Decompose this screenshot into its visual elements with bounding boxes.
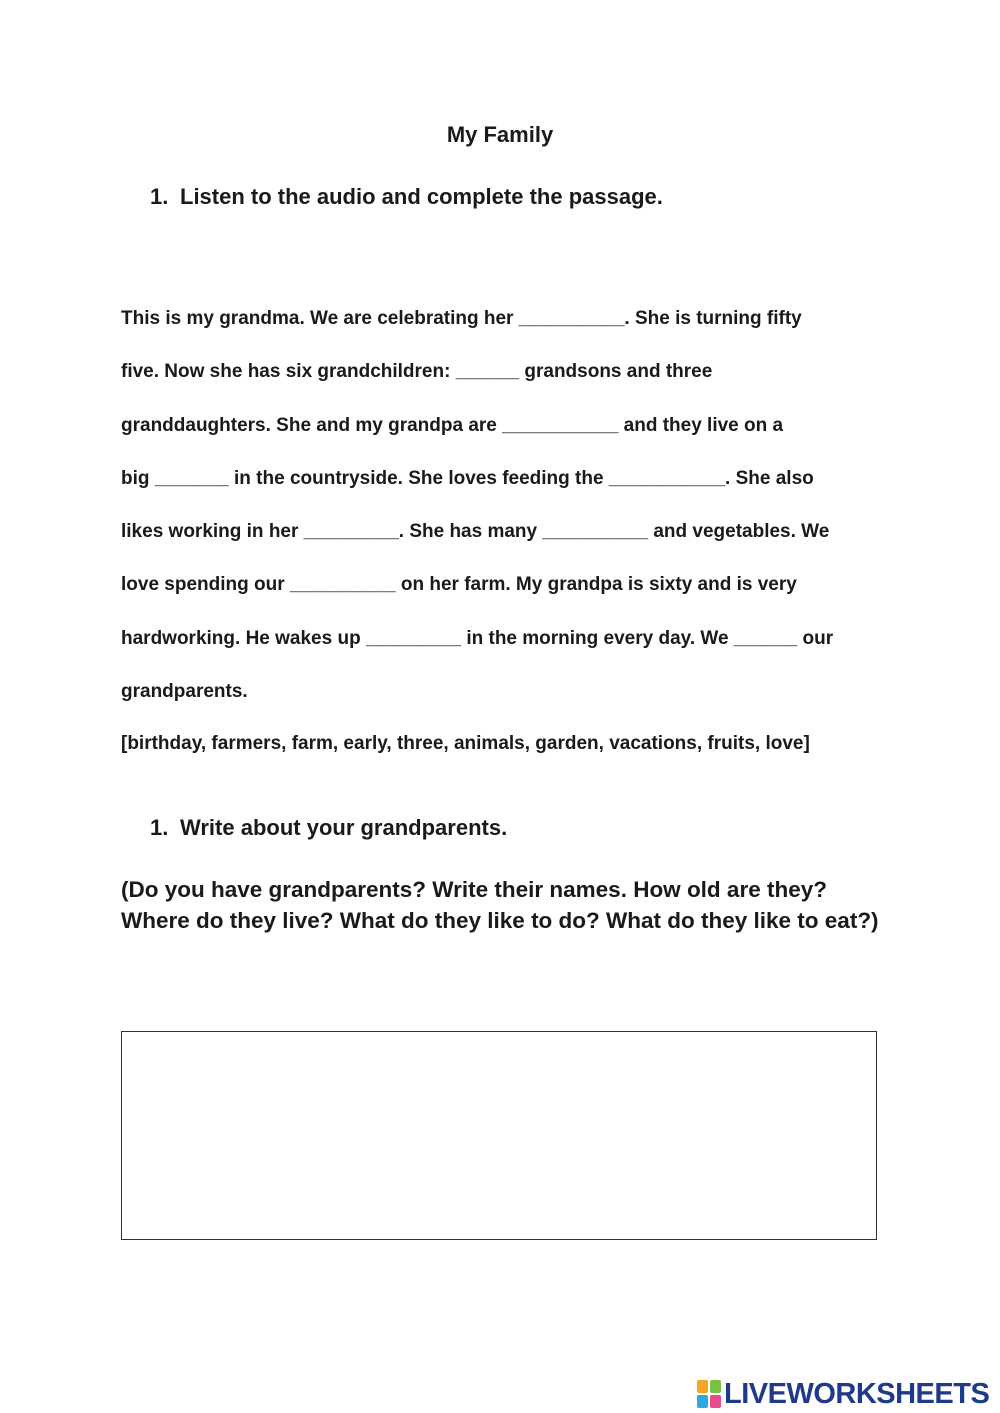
logo-square-icon xyxy=(697,1395,708,1408)
section-2-number: 1. xyxy=(150,815,169,840)
passage-line: likes working in her _________. She has many __________ and vegetables. We xyxy=(121,521,830,543)
logo-square-icon xyxy=(710,1380,721,1393)
page-title: My Family xyxy=(446,122,554,147)
passage-line: grandparents. xyxy=(121,681,248,703)
liveworksheets-logo xyxy=(697,1378,989,1410)
logo-text: LIVEWORKSHEETS xyxy=(724,1377,990,1410)
passage-line: big _______ in the countryside. She loves feeding the ___________. She also xyxy=(121,467,814,489)
answer-box[interactable] xyxy=(121,1031,877,1240)
passage-line: love spending our __________ on her farm. My grandpa is sixty and is very xyxy=(121,574,797,596)
passage-line: five. Now she has six grandchildren: ______ grandsons and three xyxy=(121,361,713,383)
writing-prompt: (Do you have grandparents? Write their names. How old are they? Where do they live? What do they like to do? What do they like to eat?) xyxy=(121,877,879,933)
liveworksheets-logo-icon xyxy=(697,1380,721,1408)
section-2-heading xyxy=(150,815,507,841)
logo-square-icon xyxy=(697,1380,708,1393)
passage-line: hardworking. He wakes up _________ in the morning every day. We ______ our xyxy=(121,627,834,649)
section-1-number: 1. xyxy=(150,184,169,209)
passage-line: This is my grandma. We are celebrating her __________. She is turning fifty xyxy=(121,308,802,329)
passage-line: granddaughters. She and my grandpa are ___________ and they live on a xyxy=(121,414,784,436)
word-bank: [birthday, farmers, farm, early, three, animals, garden, vacations, fruits, love] xyxy=(121,733,810,754)
section-2-text: Write about your grandparents. xyxy=(180,815,508,840)
fill-in-passage xyxy=(121,306,891,732)
logo-square-icon xyxy=(710,1395,721,1408)
section-1-heading xyxy=(150,184,663,210)
answer-textarea[interactable] xyxy=(122,1032,876,1239)
section-1-text: Listen to the audio and complete the passage. xyxy=(180,184,663,209)
